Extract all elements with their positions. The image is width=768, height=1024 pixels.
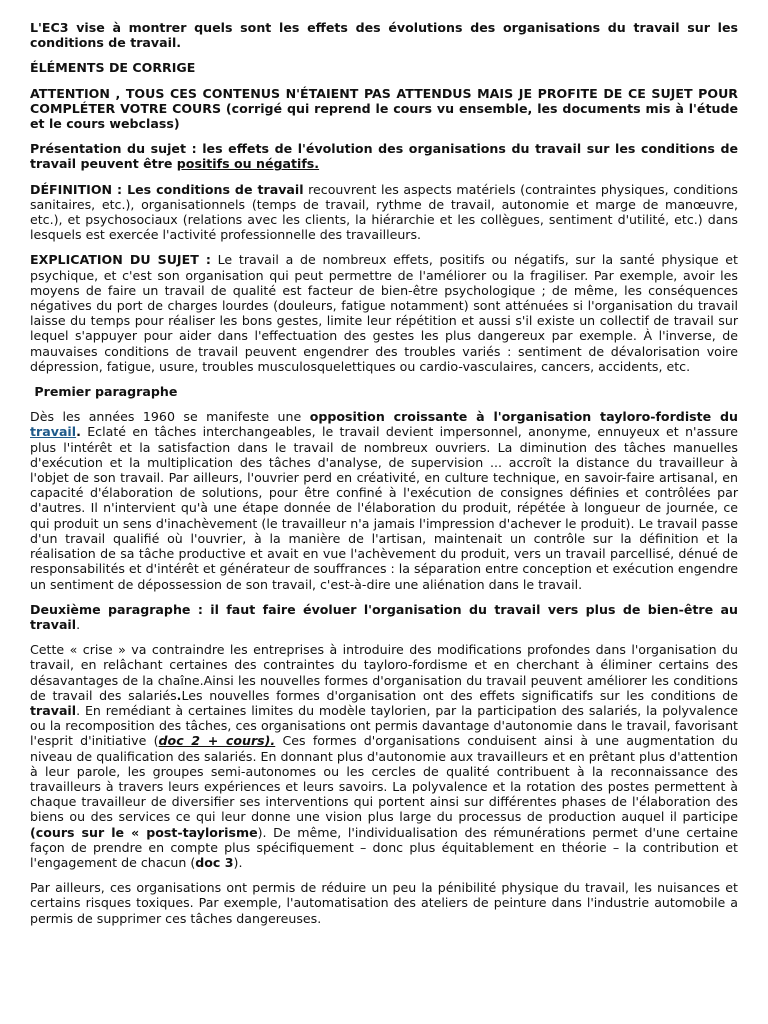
- definition-label: DÉFINITION : Les conditions de travail: [30, 181, 304, 197]
- definition-text: recouvrent les aspects matériels (contraintes physiques, conditions sanitaires, etc.), organisationnels (temps de travail, rythme de travail, autonomie et marge de manœuvre, etc.), et psychosociaux (relations avec les clients, la hiérarchie et les collègues, sentiment d'utilité, etc.) dans lesquels est exercée l'activité professionnelle des travailleurs.: [30, 181, 738, 243]
- p2-doc-reference: doc 2 + cours).: [158, 733, 276, 749]
- p1-text-2: Eclaté en tâches interchangeables, le travail devient impersonnel, anonyme, ennuyeux et n'assure plus l'intérêt et la satisfaction dans le travail de nombreux ouvriers. La diminution des tâches manuelles d'exécution et la multiplication des tâches d'analyse, de supervision ... accroît la distance du travailleur à l'objet de son travail. Par ailleurs, l'ouvrier perd en créativité, en culture technique, en savoir-faire artisanal, en capacité d'élaboration de solutions, pour être confiné à l'exécution de consignes définies et contrôlées par d'autres. Il n'intervient qu'à une étape donnée de l'élaboration du produit, répétée à longueur de journée, ce qui produit un sens d'inachèvement (le travailleur n'a jamais l'impression d'achever le produit). Le travail passe d'un travail qualifié où l'ouvrier, à la manière de l'artisan, maintenait un contrôle sur la définition et la réalisation de sa tâche productive et avait en vue l'achèvement du produit, vers un travail parcellisé, dénué de responsabilités et d'intérêt et générateur de souffrances : la séparation entre conception et exécution engendre un sentiment de dépossession de son travail, c'est-à-dire une aliénation dans le travail.: [30, 424, 738, 592]
- definition-paragraph: [30, 182, 738, 243]
- deuxieme-paragraphe-body: [30, 642, 738, 870]
- p2-text-6: ).: [233, 854, 243, 870]
- p1-bold-1: opposition croissante à l'organisation tayloro-fordiste du: [309, 409, 739, 425]
- presentation-paragraph: [30, 141, 738, 171]
- p2-text-5: ). De même, l'individualisation des rémunérations permet d'une certaine façon de prendre en compte plus spécifiquement – donc plus équitablement en théorie – la contribution et l'engagement de chacun (: [30, 824, 739, 870]
- premier-paragraphe-heading-text: Premier paragraphe: [30, 384, 178, 400]
- p2-bold-3: (cours sur le « post-taylorisme: [30, 824, 258, 840]
- p2-text-2: Les nouvelles formes d'organisation ont des effets significatifs sur les conditions de: [181, 687, 738, 703]
- p2-bold-1: .: [176, 687, 182, 703]
- attention-paragraph: [30, 86, 738, 132]
- elements-heading-text: ÉLÉMENTS DE CORRIGE: [30, 60, 196, 76]
- elements-heading: [30, 60, 738, 75]
- p2-text-4: Ces formes d'organisations conduisent ainsi à une augmentation du niveau de qualification des salariés. En donnant plus d'autonomie aux travailleurs et en prêtant plus d'attention à leur parole, les groupes semi-autonomes ou les cercles de qualité contribuent à la reconnaissance des travailleurs à travers leurs expériences et leurs savoirs. La polyvalence et la rotation des postes permettent à chaque travailleur de diversifier ses interventions qui portent ainsi sur différentes phases de l'élaboration des biens ou des services ce qui leur donne une vision plus large du processus de production auquel il participe: [30, 733, 738, 825]
- final-paragraph: [30, 880, 738, 926]
- p2-bold-4: doc 3: [195, 854, 234, 870]
- presentation-underlined: positifs ou négatifs.: [176, 156, 320, 172]
- presentation-lead: Présentation du sujet : les effets de l'évolution des organisations du travail sur les conditions de travail peuvent être: [30, 141, 738, 172]
- deuxieme-heading-end: .: [76, 616, 81, 632]
- final-paragraph-text: Par ailleurs, ces organisations ont permis de réduire un peu la pénibilité physique du travail, les nuisances et certains risques toxiques. Par exemple, l'automatisation des ateliers de peinture dans l'industrie automobile a permis de supprimer ces tâches dangereuses.: [30, 880, 738, 926]
- explication-label: EXPLICATION DU SUJET :: [30, 252, 211, 268]
- premier-paragraphe-body: [30, 409, 738, 591]
- p2-text-3: . En remédiant à certaines limites du modèle taylorien, par la participation des salariés, la polyvalence ou la recomposition des tâches, ces organisations ont permis davantage d'autonomie dans le travail, favorisant l'esprit d'initiative (: [30, 702, 738, 749]
- p1-bold-2: .: [76, 424, 81, 440]
- explication-paragraph: [30, 252, 738, 374]
- deuxieme-paragraphe-heading-text: Deuxième paragraphe : il faut faire évoluer l'organisation du travail vers plus de bien-être au travail: [30, 601, 738, 632]
- explication-text: Le travail a de nombreux effets, positifs ou négatifs, sur la santé physique et psychique, et c'est son organisation qui peut permettre de l'améliorer ou la fragiliser. Par exemple, avoir les moyens de faire un travail de qualité est facteur de bien-être psychologique ; de même, les conséquences négatives du port de charges lourdes (douleurs, fatigue notamment) sont atténuées si l'organisation du travail laisse du temps pour réaliser les bons gestes, limite leur répétition et aussi s'il existe un collectif de travail sur lequel s'appuyer pour aider dans l'effectuation des gestes les plus dangereux par exemple. À l'inverse, de mauvaises conditions de travail peuvent engendrer des troubles variés : sentiment de dévalorisation voire dépression, fatigue, usure, troubles musculosquelettiques ou cardio-vasculaires, cancers, accidents, etc.: [30, 252, 738, 374]
- p2-bold-2: travail: [30, 702, 77, 718]
- p1-text-1: Dès les années 1960 se manifeste une: [30, 409, 310, 425]
- intro-text: L'EC3 vise à montrer quels sont les effets des évolutions des organisations du travail sur les conditions de travail.: [30, 20, 738, 51]
- premier-paragraphe-heading: [30, 384, 738, 399]
- intro-paragraph: [30, 20, 738, 50]
- deuxieme-paragraphe-heading: [30, 602, 738, 632]
- travail-link[interactable]: travail: [30, 424, 77, 440]
- attention-text: ATTENTION , TOUS CES CONTENUS N'ÉTAIENT PAS ATTENDUS MAIS JE PROFITE DE CE SUJET POUR COMPLÉTER VOTRE COURS (corrigé qui reprend le cours vu ensemble, les documents mis à l'étude et le cours webclass): [30, 85, 738, 132]
- p2-text-1: Cette « crise » va contraindre les entreprises à introduire des modifications profondes dans l'organisation du travail, en relâchant certaines des contraintes du tayloro-fordisme et en cherchant à éliminer certains des désavantages de la chaîne.Ainsi les nouvelles formes d'organisation du travail peuvent améliorer les conditions de travail des salariés: [30, 642, 738, 703]
